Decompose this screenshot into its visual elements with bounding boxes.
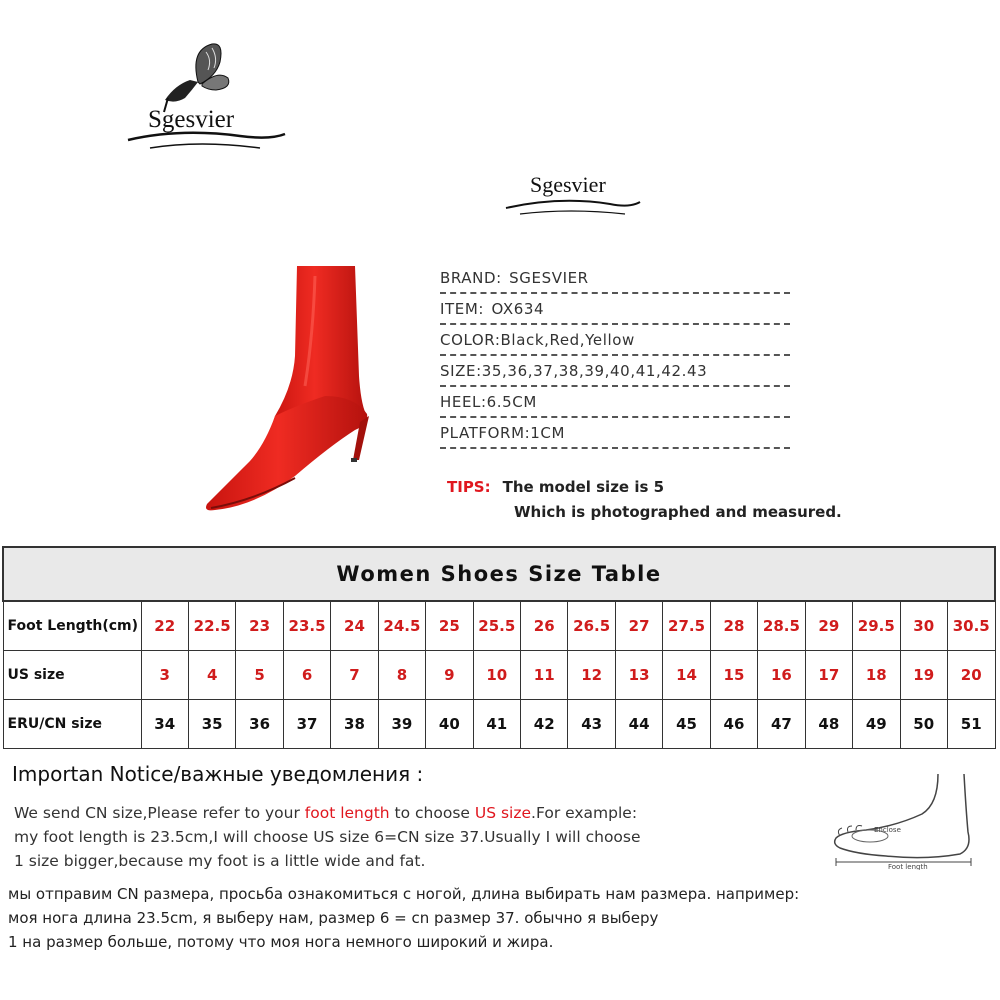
row-label-us-size: US size [3, 651, 141, 700]
eu-cn-size-cell: 41 [473, 700, 520, 749]
us-size-cell: 13 [615, 651, 662, 700]
spec-color-value: Black,Red,Yellow [500, 331, 635, 349]
table-row [3, 700, 995, 749]
brand-logo-small [500, 168, 650, 228]
brand-logo-small-text: Sgesvier [530, 172, 606, 197]
spec-heel-value: 6.5CM [486, 393, 537, 411]
notice-ru-line1: мы отправим CN размера, просьба ознакомиться с ногой, длина выбирать нам размера. например: [8, 885, 800, 903]
notice-en-line1 [14, 804, 637, 822]
spec-heel-label: HEEL: [440, 393, 487, 411]
us-size-cell: 18 [853, 651, 900, 700]
notice-ru-line3: 1 на размер больше, потому что моя нога немного широкий и жира. [8, 933, 554, 951]
foot-length-cell: 26.5 [568, 601, 615, 651]
spec-size-value: 35,36,37,38,39,40,41,42.43 [481, 362, 708, 380]
spec-platform [440, 421, 790, 449]
notice-us-size-highlight: US size [474, 804, 532, 822]
spec-size [440, 359, 790, 387]
size-table [2, 546, 996, 749]
us-size-cell: 19 [900, 651, 947, 700]
foot-length-cell: 23.5 [283, 601, 330, 651]
spec-item-label: ITEM: [440, 300, 485, 318]
notice-foot-length-highlight: foot length [304, 804, 390, 822]
spec-heel [440, 390, 790, 418]
spec-brand-value: SGESVIER [509, 269, 589, 287]
us-size-cell: 14 [663, 651, 710, 700]
butterfly-heel-icon [120, 40, 290, 160]
foot-length-cell: 28 [710, 601, 757, 651]
foot-length-cell: 28.5 [758, 601, 805, 651]
us-size-cell: 3 [141, 651, 188, 700]
eu-cn-size-cell: 49 [853, 700, 900, 749]
red-boot-image [155, 246, 405, 536]
foot-length-cell: 30 [900, 601, 947, 651]
eu-cn-size-cell: 51 [947, 700, 995, 749]
foot-length-cell: 27 [615, 601, 662, 651]
eu-cn-size-cell: 48 [805, 700, 852, 749]
foot-enclose-label: Enclose [874, 826, 901, 834]
foot-length-cell: 30.5 [947, 601, 995, 651]
spec-brand-label: BRAND: [440, 269, 502, 287]
eu-cn-size-cell: 37 [283, 700, 330, 749]
eu-cn-size-cell: 38 [331, 700, 378, 749]
notice-en-line1-a: We send CN size,Please refer to your [14, 804, 305, 822]
notice-en-line3: 1 size bigger,because my foot is a little wide and fat. [14, 852, 426, 870]
foot-length-cell: 23 [236, 601, 283, 651]
brand-logo-text: Sgesvier [148, 106, 235, 133]
tips-line1: The model size is 5 [502, 478, 665, 496]
table-row [3, 651, 995, 700]
foot-length-cell: 24.5 [378, 601, 425, 651]
us-size-cell: 11 [521, 651, 568, 700]
foot-diagram [826, 770, 991, 870]
spec-brand [440, 266, 790, 294]
foot-length-cell: 22.5 [188, 601, 235, 651]
us-size-cell: 12 [568, 651, 615, 700]
notice-en-line1-c: .For example: [531, 804, 638, 822]
spec-color [440, 328, 790, 356]
eu-cn-size-cell: 50 [900, 700, 947, 749]
us-size-cell: 17 [805, 651, 852, 700]
us-size-cell: 6 [283, 651, 330, 700]
us-size-cell: 16 [758, 651, 805, 700]
us-size-cell: 8 [378, 651, 425, 700]
eu-cn-size-cell: 39 [378, 700, 425, 749]
us-size-cell: 20 [947, 651, 995, 700]
spec-item-value: OX634 [491, 300, 545, 318]
notice-title: Importan Notice/важные уведомления : [12, 762, 424, 786]
us-size-cell: 7 [331, 651, 378, 700]
spec-size-label: SIZE: [440, 362, 482, 380]
foot-length-cell: 27.5 [663, 601, 710, 651]
foot-length-cell: 26 [521, 601, 568, 651]
eu-cn-size-cell: 42 [521, 700, 568, 749]
eu-cn-size-cell: 46 [710, 700, 757, 749]
notice-en-line1-b: to choose [389, 804, 475, 822]
spec-item [440, 297, 790, 325]
us-size-cell: 9 [426, 651, 473, 700]
foot-length-cell: 25.5 [473, 601, 520, 651]
foot-length-label: Foot length [888, 863, 928, 870]
us-size-cell: 10 [473, 651, 520, 700]
foot-length-cell: 29 [805, 601, 852, 651]
eu-cn-size-cell: 43 [568, 700, 615, 749]
size-table-title-row [3, 547, 995, 601]
tips [447, 478, 664, 496]
foot-length-cell: 22 [141, 601, 188, 651]
foot-length-cell: 29.5 [853, 601, 900, 651]
eu-cn-size-cell: 45 [663, 700, 710, 749]
notice-en-line2: my foot length is 23.5cm,I will choose US size 6=CN size 37.Usually I will choose [14, 828, 641, 846]
spec-platform-label: PLATFORM: [440, 424, 531, 442]
spec-platform-value: 1CM [530, 424, 566, 442]
eu-cn-size-cell: 36 [236, 700, 283, 749]
tips-line2: Which is photographed and measured. [514, 503, 842, 521]
foot-measure-icon [826, 770, 991, 870]
row-label-eu-cn-size: ERU/CN size [3, 700, 141, 749]
tips-label: TIPS: [447, 478, 491, 496]
product-image [155, 246, 405, 536]
eu-cn-size-cell: 40 [426, 700, 473, 749]
eu-cn-size-cell: 47 [758, 700, 805, 749]
notice-ru-line2: моя нога длина 23.5cm, я выберу нам, размер 6 = cn размер 37. обычно я выберу [8, 909, 659, 927]
us-size-cell: 4 [188, 651, 235, 700]
foot-length-cell: 25 [426, 601, 473, 651]
foot-length-cell: 24 [331, 601, 378, 651]
size-table-title: Women Shoes Size Table [3, 547, 995, 601]
eu-cn-size-cell: 34 [141, 700, 188, 749]
eu-cn-size-cell: 44 [615, 700, 662, 749]
brand-logo [120, 40, 290, 160]
row-label-foot-length: Foot Length(cm) [3, 601, 141, 651]
us-size-cell: 15 [710, 651, 757, 700]
spec-color-label: COLOR: [440, 331, 501, 349]
us-size-cell: 5 [236, 651, 283, 700]
eu-cn-size-cell: 35 [188, 700, 235, 749]
table-row [3, 601, 995, 651]
